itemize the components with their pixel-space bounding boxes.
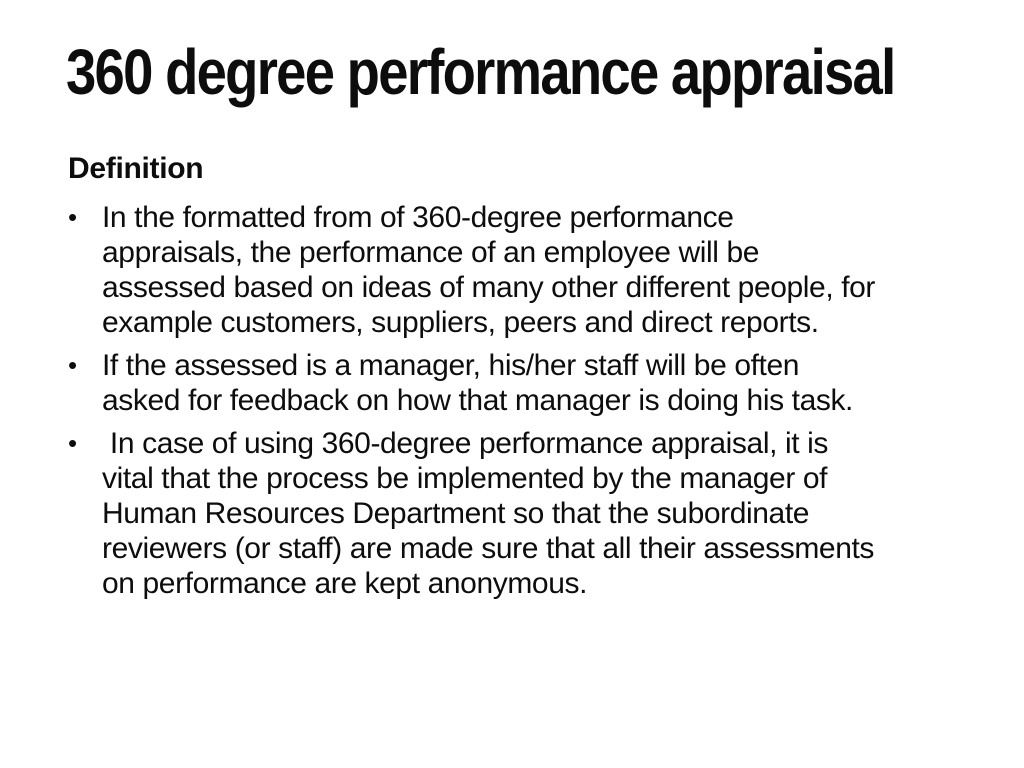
bullet-text-line: Human Resources Department so that the subordinate: [102, 497, 810, 530]
definition-heading: Definition: [68, 152, 204, 185]
bullet-marker: •: [68, 202, 77, 232]
bullet-marker: •: [68, 428, 77, 458]
bullet-text-line: reviewers (or staff) are made sure that all their assessments: [102, 532, 875, 565]
slide-body: [66, 150, 996, 609]
bullet-item: [66, 200, 996, 340]
bullet-text: [102, 348, 996, 418]
slide-title: 360 degree performance appraisal: [66, 36, 895, 108]
bullet-list: [66, 200, 996, 601]
bullet-item: [66, 426, 996, 601]
bullet-text-line: assessed based on ideas of many other different people, for: [102, 271, 876, 304]
bullet-text-line: If the assessed is a manager, his/her staff will be often: [102, 349, 800, 382]
bullet-text: [102, 426, 996, 601]
bullet-text-line: vital that the process be implemented by the manager of: [102, 462, 828, 495]
bullet-marker: •: [68, 350, 77, 380]
bullet-text-line: appraisals, the performance of an employee will be: [102, 236, 760, 269]
bullet-item: [66, 348, 996, 418]
bullet-text-line: asked for feedback on how that manager is doing his task.: [102, 384, 853, 417]
bullet-text-line: In case of using 360-degree performance appraisal, it is: [102, 427, 828, 460]
bullet-text-line: example customers, suppliers, peers and direct reports.: [102, 306, 819, 339]
bullet-text-line: In the formatted from of 360-degree performance: [102, 201, 734, 234]
bullet-text-line: on performance are kept anonymous.: [102, 567, 588, 600]
bullet-text: [102, 200, 996, 340]
